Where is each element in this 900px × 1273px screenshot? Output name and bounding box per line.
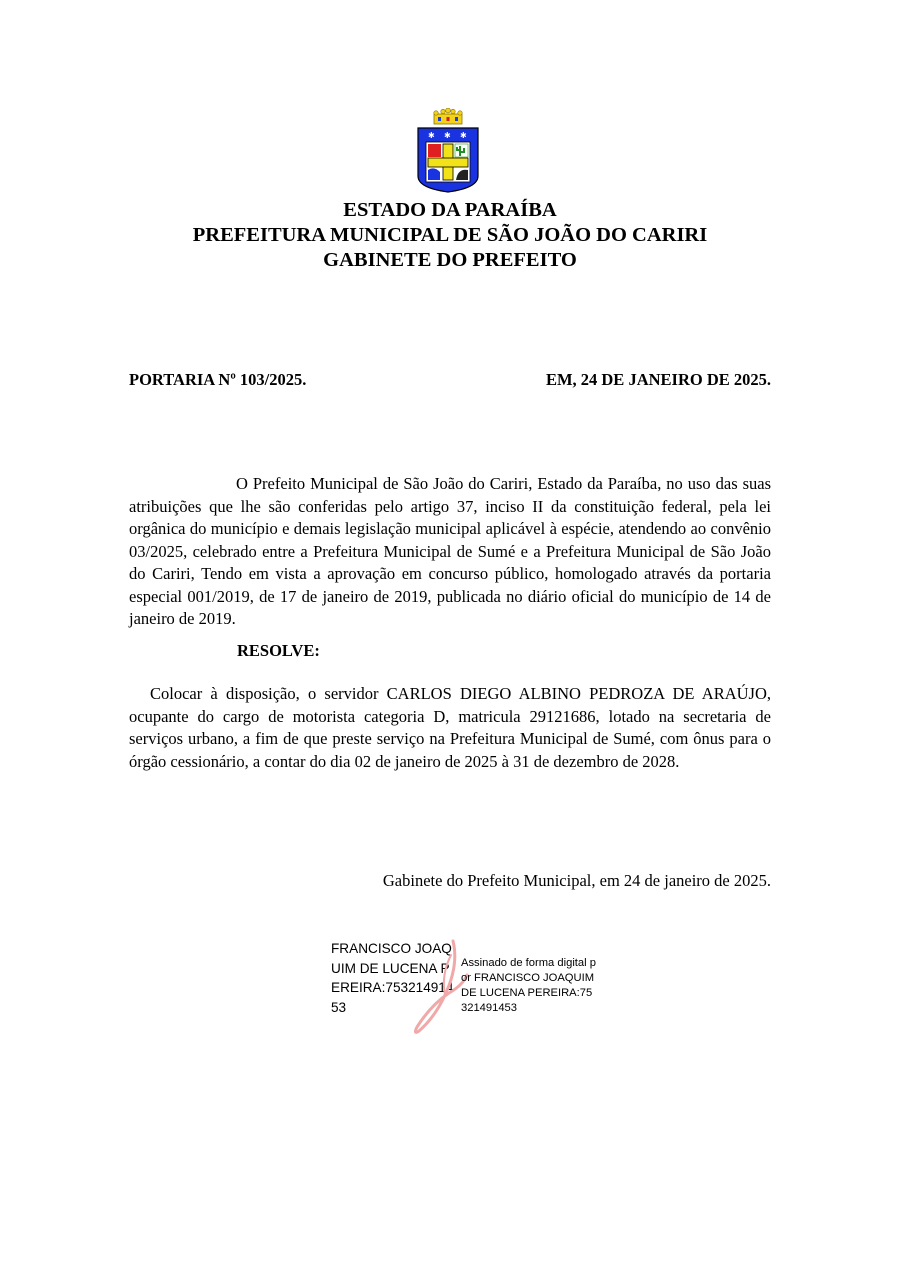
portaria-date: EM, 24 DE JANEIRO DE 2025. (545, 370, 771, 389)
resolve-label: RESOLVE: (237, 641, 320, 660)
header-gabinete: GABINETE DO PREFEITO (323, 249, 577, 271)
svg-text:✱: ✱ (428, 131, 435, 140)
header-state: ESTADO DA PARAÍBA (343, 199, 557, 221)
svg-text:✱: ✱ (444, 131, 451, 140)
header-prefeitura: PREFEITURA MUNICIPAL DE SÃO JOÃO DO CARIRI (192, 224, 708, 246)
municipal-coat-of-arms-icon (414, 108, 482, 194)
signer-name: FRANCISCO JOAQUIM DE LUCENA PEREIRA:75321491453 (331, 941, 454, 1015)
signature-info: Assinado de forma digital por FRANCISCO JOAQUIM DE LUCENA PEREIRA:75321491453 (461, 957, 596, 1014)
svg-text:✱: ✱ (460, 131, 467, 140)
preamble-paragraph: O Prefeito Municipal de São João do Cariri, Estado da Paraíba, no uso das suas atribuições que lhe são conferidas pelo artigo 37, inciso II da constituição federal, pela lei orgânica do município e demais legislação municipal aplicável à espécie, atendendo ao convênio 03/2025, celebrado entre a Prefeitura Municipal de Sumé e a Prefeitura Municipal de São João do Cariri, Tendo em vista a aprovação em concurso público, homologado através da portaria especial 001/2019, de 17 de janeiro de 2019, publicada no diário oficial do município de 14 de janeiro de 2019. (129, 474, 771, 628)
resolve-paragraph: Colocar à disposição, o servidor CARLOS DIEGO ALBINO PEDROZA DE ARAÚJO, ocupante do cargo de motorista categoria D, matricula 29121686, lotado na secretaria de serviços urbano, a fim de que preste serviço na Prefeitura Municipal de Sumé, com ônus para o órgão cessionário, a contar do dia 02 de janeiro de 2025 à 31 de dezembro de 2028. (129, 684, 771, 771)
document-header (0, 198, 900, 273)
portaria-number: PORTARIA Nº 103/2025. (129, 370, 307, 389)
closing-line: Gabinete do Prefeito Municipal, em 24 de janeiro de 2025. (382, 871, 771, 890)
